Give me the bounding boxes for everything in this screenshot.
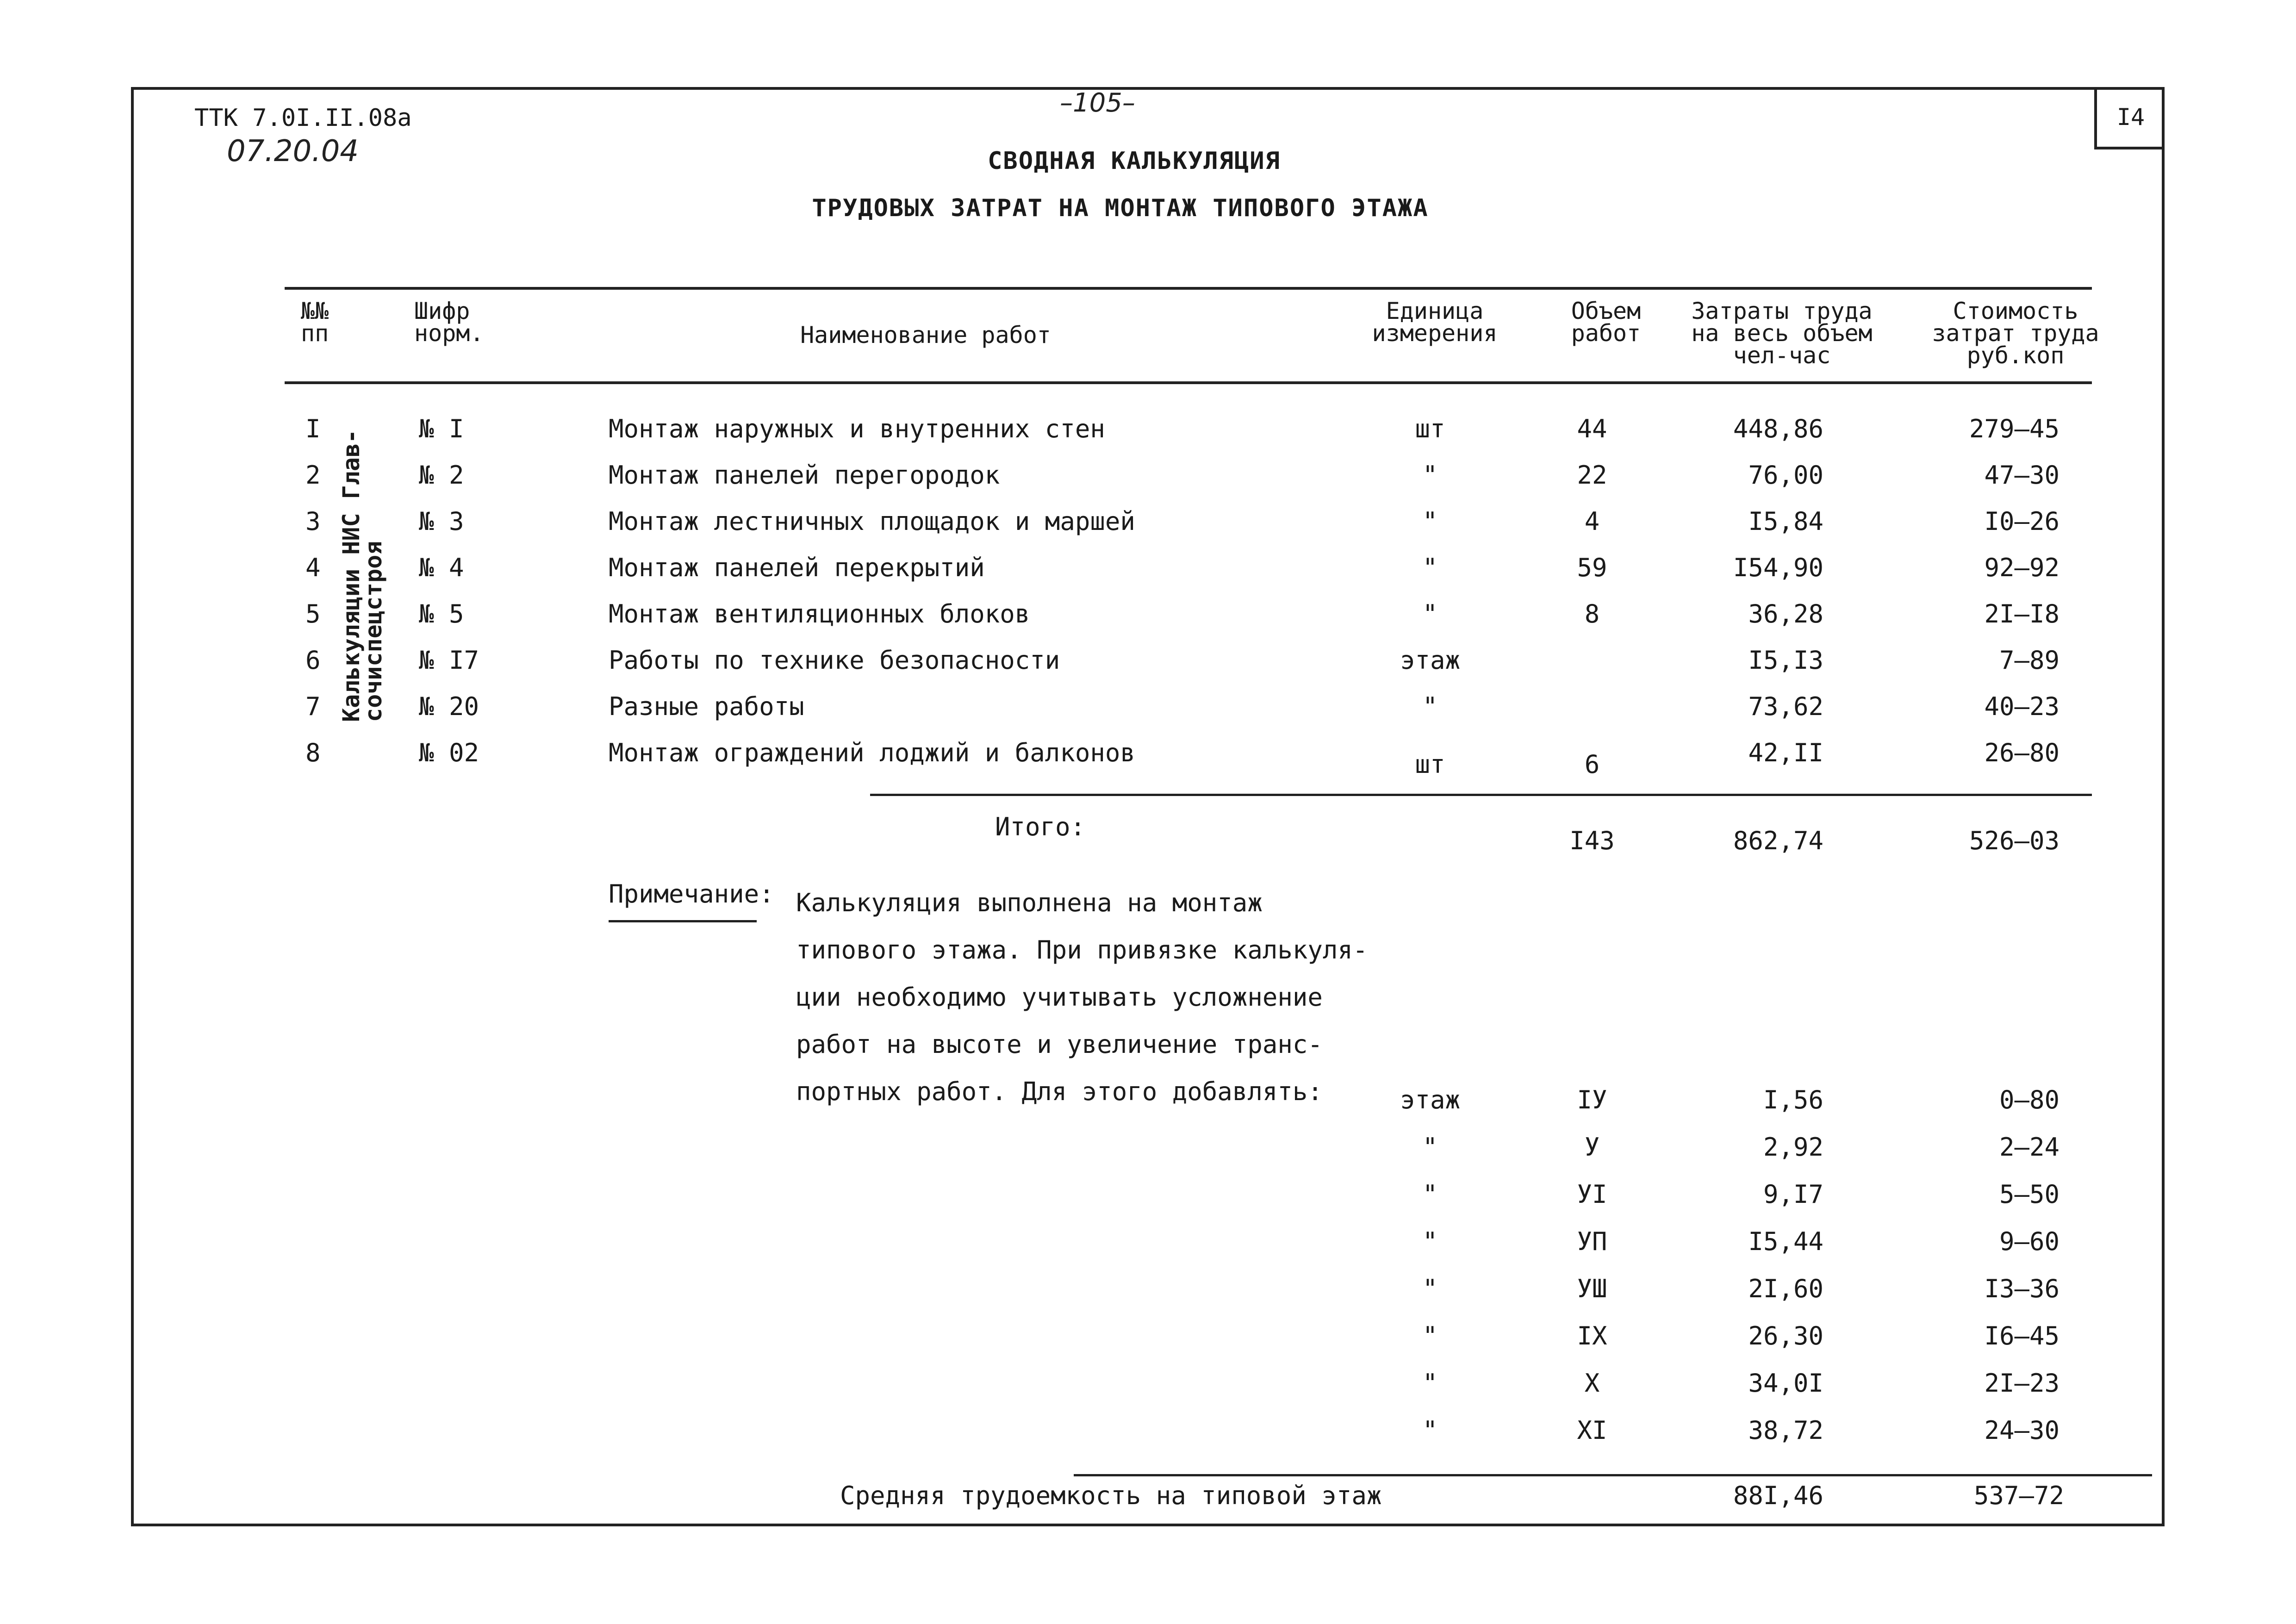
row-labor: 76,00	[1748, 460, 1823, 490]
row-norm-code: № I	[419, 414, 464, 443]
addition-floor: IХ	[1577, 1321, 1607, 1350]
row-work-name: Разные работы	[609, 692, 804, 721]
row-volume: 22	[1577, 460, 1607, 490]
col-header-unit: Единица измерения	[1372, 298, 1498, 347]
row-cost: 40–23	[1984, 692, 2060, 721]
row-unit: "	[1422, 553, 1438, 582]
row-volume: 59	[1577, 553, 1607, 582]
addition-unit: "	[1422, 1227, 1438, 1256]
row-norm-code: № 02	[419, 738, 479, 767]
col-header-code: Шифр норм.	[414, 298, 484, 347]
page-number: –105–	[1060, 88, 1135, 118]
row-cost: 92–92	[1984, 553, 2060, 582]
row-number: 4	[305, 553, 321, 582]
total-label: Итого:	[995, 812, 1086, 841]
row-cost: I0–26	[1984, 507, 2060, 536]
note-label-underline	[609, 920, 757, 922]
row-work-name: Монтаж ограждений лоджий и балконов	[609, 738, 1135, 767]
addition-unit: "	[1422, 1274, 1438, 1303]
row-work-name: Монтаж панелей перегородок	[609, 460, 1000, 490]
document-code: ТТК 7.0I.II.08а	[194, 104, 412, 132]
addition-floor: УП	[1577, 1227, 1607, 1256]
addition-labor: 2I,60	[1748, 1274, 1823, 1303]
total-volume: I43	[1569, 826, 1615, 855]
total-labor: 862,74	[1733, 826, 1823, 855]
row-labor: 73,62	[1748, 692, 1823, 721]
row-number: 2	[305, 460, 321, 490]
row-norm-code: № 5	[419, 599, 464, 628]
row-labor: 448,86	[1733, 414, 1823, 443]
row-labor: I5,84	[1748, 507, 1823, 536]
total-cost: 526–03	[1969, 826, 2060, 855]
addition-cost: I3–36	[1984, 1274, 2060, 1303]
row-labor: I54,90	[1733, 553, 1823, 582]
row-work-name: Монтаж вентиляционных блоков	[609, 599, 1030, 628]
table-top-rule	[285, 287, 2092, 290]
row-volume: 8	[1584, 599, 1600, 628]
addition-floor: IУ	[1577, 1085, 1607, 1114]
row-volume: 4	[1584, 507, 1600, 536]
row-work-name: Монтаж лестничных площадок и маршей	[609, 507, 1135, 536]
row-number: 8	[305, 738, 321, 767]
row-unit: "	[1422, 692, 1438, 721]
sheet-number: I4	[2094, 87, 2165, 149]
addition-labor: 26,30	[1748, 1321, 1823, 1350]
addition-floor: УI	[1577, 1180, 1607, 1209]
row-norm-code: № I7	[419, 646, 479, 675]
row-number: I	[305, 414, 321, 443]
page-title	[0, 147, 2296, 175]
addition-floor: У	[1584, 1132, 1600, 1162]
row-unit: "	[1422, 599, 1438, 628]
addition-floor: УШ	[1577, 1274, 1607, 1303]
row-norm-code: № 2	[419, 460, 464, 490]
row-unit: шт	[1415, 750, 1445, 779]
addition-labor: 34,0I	[1748, 1369, 1823, 1398]
title-line-2: ТРУДОВЫХ ЗАТРАТ НА МОНТАЖ ТИПОВОГО ЭТАЖА	[812, 194, 1429, 222]
row-norm-code: № 3	[419, 507, 464, 536]
table-header-rule	[285, 381, 2092, 384]
row-labor: 36,28	[1748, 599, 1823, 628]
addition-unit: "	[1422, 1321, 1438, 1350]
row-cost: 26–80	[1984, 738, 2060, 767]
col-header-volume: Объем работ	[1571, 298, 1641, 347]
row-number: 7	[305, 692, 321, 721]
row-norm-code: № 4	[419, 553, 464, 582]
addition-cost: 2–24	[1999, 1132, 2060, 1162]
row-cost: 279–45	[1969, 414, 2060, 443]
addition-labor: I5,44	[1748, 1227, 1823, 1256]
note-label: Примечание:	[609, 879, 774, 908]
row-unit: "	[1422, 507, 1438, 536]
addition-cost: 24–30	[1984, 1416, 2060, 1445]
addition-cost: 5–50	[1999, 1180, 2060, 1209]
row-work-name: Монтаж панелей перекрытий	[609, 553, 985, 582]
row-number: 5	[305, 599, 321, 628]
row-number: 6	[305, 646, 321, 675]
total-rule	[870, 794, 2092, 796]
addition-floor: Х	[1584, 1369, 1600, 1398]
row-work-name: Работы по технике безопасности	[609, 646, 1060, 675]
row-norm-code: № 20	[419, 692, 479, 721]
row-volume: 44	[1577, 414, 1607, 443]
row-unit: "	[1422, 460, 1438, 490]
addition-labor: 38,72	[1748, 1416, 1823, 1445]
addition-floor: ХI	[1577, 1416, 1607, 1445]
addition-cost: 9–60	[1999, 1227, 2060, 1256]
addition-labor: 9,I7	[1763, 1180, 1823, 1209]
average-cost: 537–72	[1973, 1481, 2064, 1510]
addition-labor: I,56	[1763, 1085, 1823, 1114]
col-header-labor: Затраты труда на весь объем чел-час	[1691, 298, 1873, 369]
col-header-cost: Стоимость затрат труда руб.коп	[1932, 298, 2099, 369]
page-subtitle	[0, 194, 2296, 222]
addition-unit: "	[1422, 1369, 1438, 1398]
addition-cost: 2I–23	[1984, 1369, 2060, 1398]
addition-unit: "	[1422, 1416, 1438, 1445]
row-cost: 7–89	[1999, 646, 2060, 675]
col-header-num: №№ пп	[301, 298, 329, 347]
average-label: Средняя трудоемкость на типовой этаж	[840, 1481, 1382, 1510]
row-labor: I5,I3	[1748, 646, 1823, 675]
handwritten-date: 07.20.04	[227, 134, 359, 168]
note-text: Калькуляция выполнена на монтаж типового этажа. При привязке калькуля- ции необходимо учитывать усложнение работ на высоте и увеличение транс- портных работ. Для этого добавлять:	[796, 888, 1368, 1106]
col-header-name: Наименование работ	[800, 322, 1051, 348]
average-labor: 88I,46	[1733, 1481, 1823, 1510]
row-cost: 47–30	[1984, 460, 2060, 490]
row-volume: 6	[1584, 750, 1600, 779]
row-cost: 2I–I8	[1984, 599, 2060, 628]
addition-cost: I6–45	[1984, 1321, 2060, 1350]
row-unit: этаж	[1400, 646, 1461, 675]
average-rule	[1074, 1474, 2152, 1476]
addition-unit: этаж	[1400, 1085, 1461, 1114]
addition-unit: "	[1422, 1132, 1438, 1162]
source-note-vertical: Калькуляции НИС Глав- сочиспецстроя	[338, 429, 387, 722]
row-work-name: Монтаж наружных и внутренних стен	[609, 414, 1105, 443]
addition-cost: 0–80	[1999, 1085, 2060, 1114]
addition-unit: "	[1422, 1180, 1438, 1209]
row-unit: шт	[1415, 414, 1445, 443]
row-labor: 42,II	[1748, 738, 1823, 767]
title-line-1: СВОДНАЯ КАЛЬКУЛЯЦИЯ	[988, 147, 1281, 175]
row-number: 3	[305, 507, 321, 536]
addition-labor: 2,92	[1763, 1132, 1823, 1162]
